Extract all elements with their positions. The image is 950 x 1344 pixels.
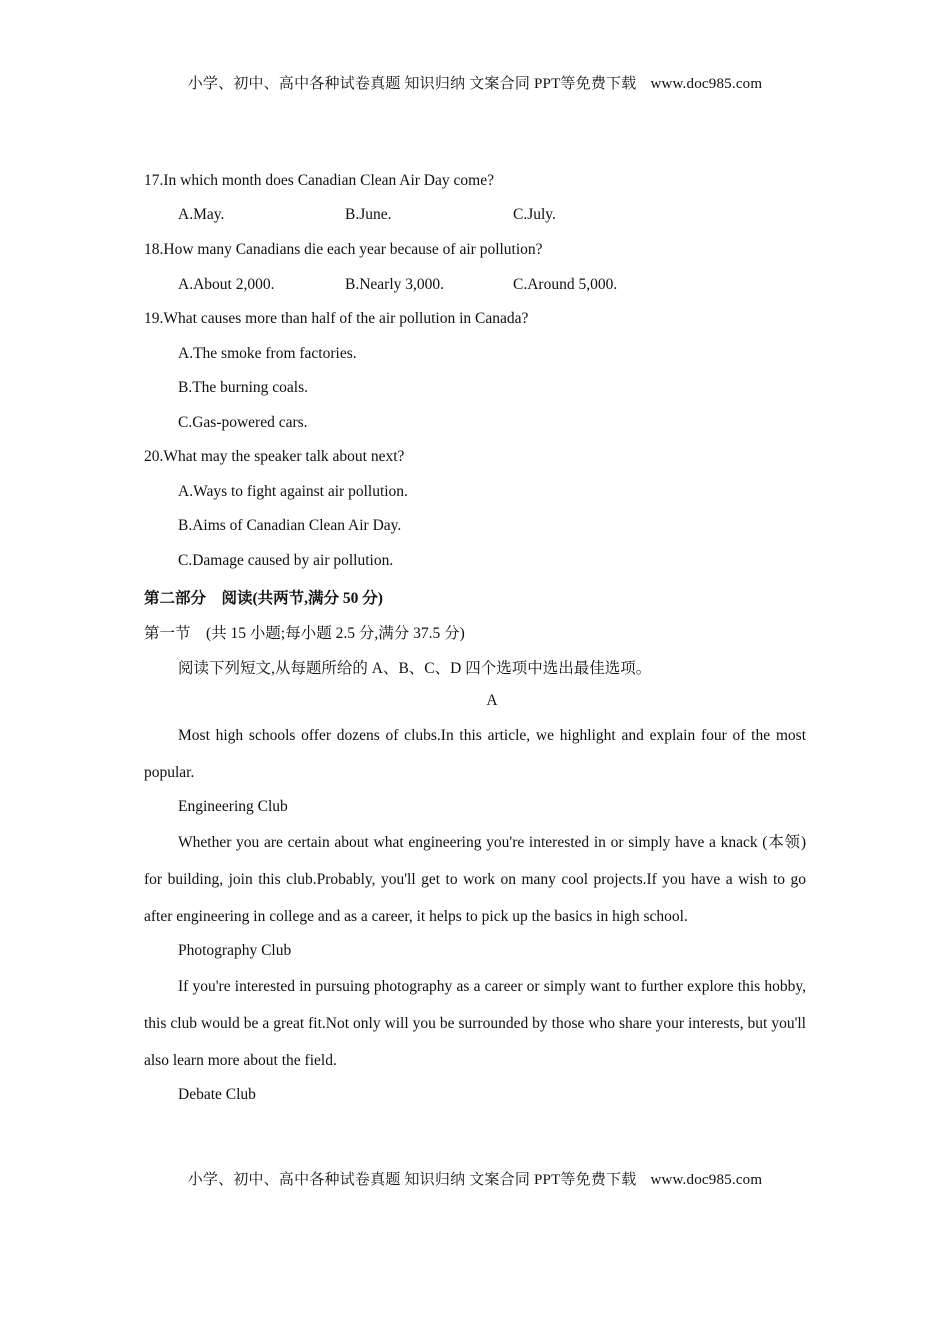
header-url: www.doc985.com xyxy=(650,76,763,92)
club-heading-photography: Photography Club xyxy=(178,942,292,959)
option-a: A.May. xyxy=(178,206,225,223)
page-header xyxy=(0,72,950,93)
question-19-option-b: B.The burning coals. xyxy=(178,379,309,396)
footer-url: www.doc985.com xyxy=(650,1172,763,1188)
club-text-photography: If you're interested in pursuing photography as a career or simply want to further explore this hobby, this club would be a great fit.Not only will you be surrounded by those who share your interests, but you'll also learn more about the field. xyxy=(144,978,806,1069)
part-two-title: 第二部分 阅读(共两节,满分 50 分) xyxy=(144,590,383,607)
option-b: B.Nearly 3,000. xyxy=(345,276,445,293)
club-heading-debate: Debate Club xyxy=(178,1086,256,1103)
page-footer xyxy=(0,1168,950,1189)
question-18-options xyxy=(178,276,617,294)
option-a: A.About 2,000. xyxy=(178,276,275,293)
option-c: C.Around 5,000. xyxy=(513,276,618,293)
section-one-heading: 第一节 (共 15 小题;每小题 2.5 分,满分 37.5 分) xyxy=(144,625,465,642)
option-c: C.July. xyxy=(513,206,556,223)
club-heading-engineering: Engineering Club xyxy=(178,798,288,815)
question-17-options xyxy=(178,206,556,224)
question-18-stem: 18.How many Canadians die each year because of air pollution? xyxy=(144,241,543,258)
question-19-stem: 19.What causes more than half of the air pollution in Canada? xyxy=(144,310,529,327)
footer-text: 小学、初中、高中各种试卷真题 知识归纳 文案合同 PPT等免费下载 xyxy=(187,1172,637,1188)
question-20-option-b: B.Aims of Canadian Clean Air Day. xyxy=(178,517,402,534)
question-20-option-a: A.Ways to fight against air pollution. xyxy=(178,483,408,500)
passage-intro: Most high schools offer dozens of clubs.In this article, we highlight and explain four of the most popular. xyxy=(144,727,806,781)
question-20-stem: 20.What may the speaker talk about next? xyxy=(144,448,405,465)
question-17-stem: 17.In which month does Canadian Clean Air Day come? xyxy=(144,172,494,189)
reading-instruction: 阅读下列短文,从每题所给的 A、B、C、D 四个选项中选出最佳选项。 xyxy=(178,660,652,677)
question-20-option-c: C.Damage caused by air pollution. xyxy=(178,552,394,569)
option-b: B.June. xyxy=(345,206,392,223)
question-19-option-c: C.Gas-powered cars. xyxy=(178,414,308,431)
club-text-engineering: Whether you are certain about what engineering you're interested in or simply have a knack (本领) for building, join this club.Probably, you'll get to work on many cool projects.If you have a wish to go after engineering in college and as a career, it helps to pick up the basics in high school. xyxy=(144,834,806,925)
question-19-option-a: A.The smoke from factories. xyxy=(178,345,357,362)
passage-label: A xyxy=(486,692,498,709)
header-text: 小学、初中、高中各种试卷真题 知识归纳 文案合同 PPT等免费下载 xyxy=(187,76,637,92)
